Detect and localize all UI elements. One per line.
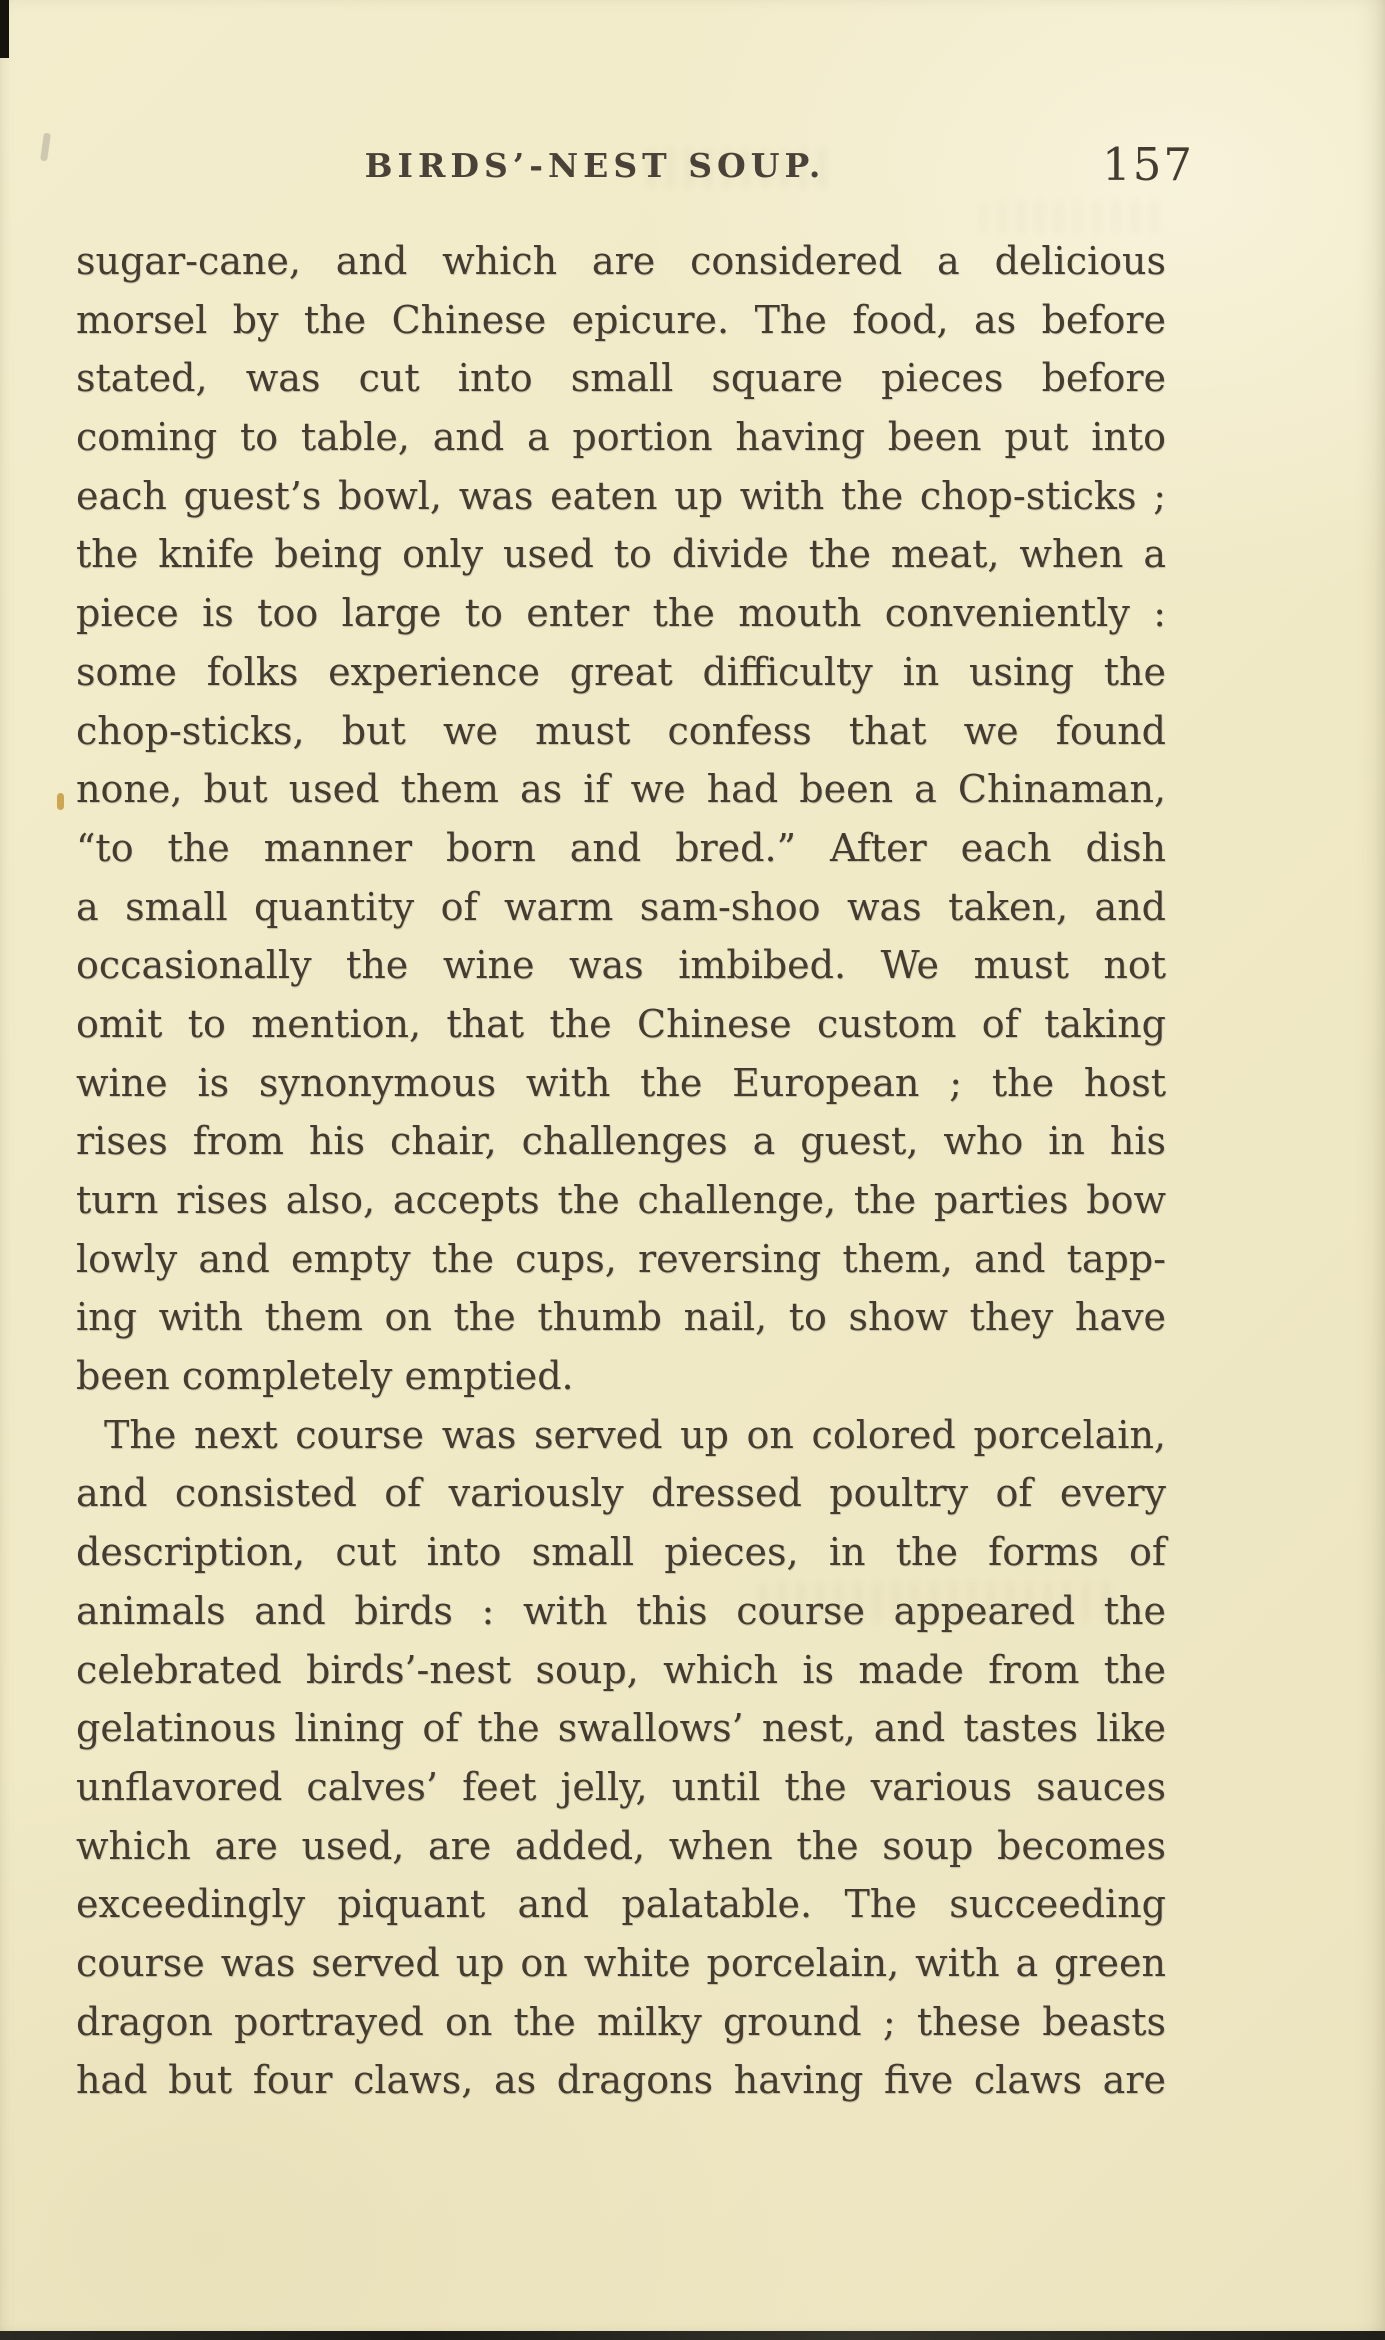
text-line: a small quantity of warm sam-shoo was taken, and: [76, 884, 1166, 929]
scan-speck: [57, 793, 64, 810]
text-line: been completely emptied.: [76, 1354, 574, 1399]
text-line: celebrated birds’-nest soup, which is made from the: [76, 1647, 1166, 1692]
text-line: sugar-cane, and which are considered a delicious: [76, 239, 1166, 283]
text-line: wine is synonymous with the European ; the host: [76, 1060, 1166, 1105]
text-line: ing with them on the thumb nail, to show they have: [76, 1295, 1166, 1340]
text-line: some folks experience great difficulty in using the: [76, 649, 1166, 694]
chapter-running-title: BIRDS’-NEST SOUP.: [364, 146, 826, 185]
text-line: animals and birds : with this course appeared the: [76, 1588, 1166, 1633]
running-head: [76, 138, 1194, 206]
text-line: coming to table, and a portion having been put into: [76, 415, 1166, 460]
text-line: piece is too large to enter the mouth conveniently :: [76, 591, 1166, 636]
text-block: [76, 232, 1166, 2110]
text-line: had but four claws, as dragons having five claws are: [76, 2058, 1166, 2103]
scan-edge-bottom: [0, 2331, 1385, 2340]
text-line: each guest’s bowl, was eaten up with the chop-sticks ;: [76, 473, 1166, 518]
text-line: turn rises also, accepts the challenge, the parties bow: [76, 1178, 1166, 1222]
text-line: rises from his chair, challenges a guest, who in his: [76, 1119, 1166, 1164]
text-line: and consisted of variously dressed poultry of every: [76, 1471, 1166, 1516]
text-line: the knife being only used to divide the meat, when a: [76, 532, 1166, 577]
text-line: morsel by the Chinese epicure. The food, as before: [76, 297, 1166, 342]
text-line: none, but used them as if we had been a Chinaman,: [76, 767, 1166, 812]
text-line: The next course was served up on colored porcelain,: [104, 1412, 1166, 1457]
text-line: occasionally the wine was imbibed. We must not: [76, 943, 1166, 988]
text-line: stated, was cut into small square pieces before: [76, 356, 1166, 401]
text-line: chop-sticks, but we must confess that we found: [76, 708, 1166, 753]
text-line: unflavored calves’ feet jelly, until the various sauces: [76, 1764, 1166, 1809]
text-line: exceedingly piquant and palatable. The succeeding: [76, 1882, 1166, 1927]
text-line: dragon portrayed on the milky ground ; these beasts: [76, 1999, 1166, 2044]
text-line: which are used, are added, when the soup becomes: [76, 1823, 1166, 1868]
page-number: 157: [1102, 138, 1194, 191]
text-line: lowly and empty the cups, reversing them, and tapp-: [76, 1236, 1166, 1281]
text-line: omit to mention, that the Chinese custom of taking: [76, 1001, 1166, 1046]
text-line: description, cut into small pieces, in the forms of: [76, 1530, 1166, 1575]
text-line: course was served up on white porcelain, with a green: [76, 1940, 1166, 1985]
text-line: gelatinous lining of the swallows’ nest, and tastes like: [76, 1706, 1166, 1751]
text-line: “to the manner born and bred.” After each dish: [76, 825, 1166, 870]
scan-edge-top-left: [0, 0, 9, 58]
